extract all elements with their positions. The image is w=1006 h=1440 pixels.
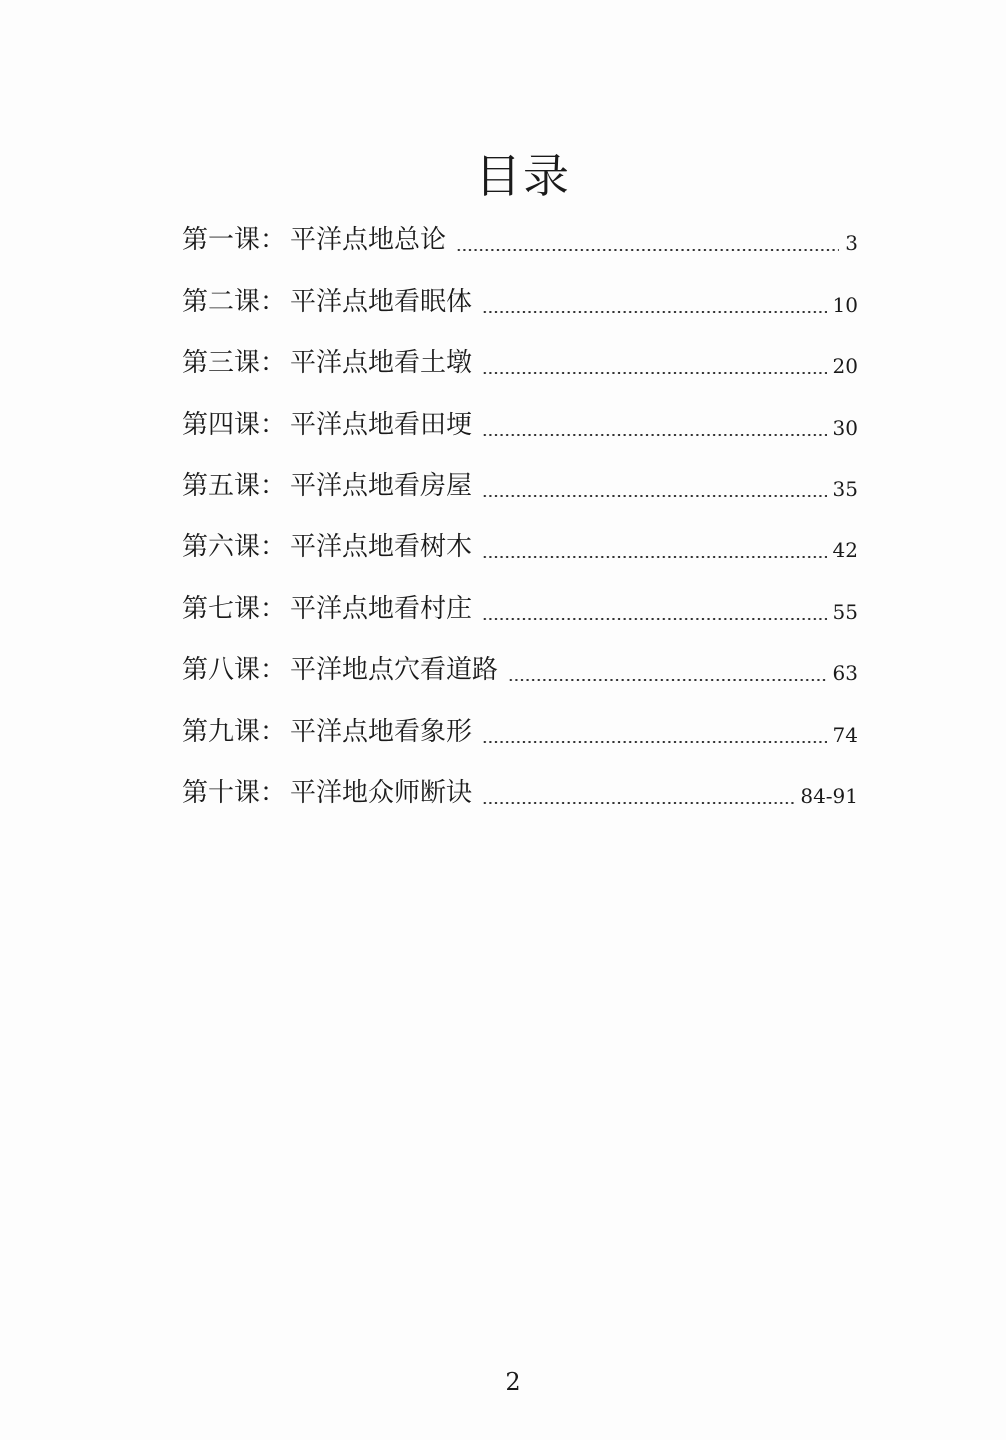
toc-colon: ： xyxy=(260,716,287,747)
toc-entry xyxy=(182,327,858,388)
toc-lesson: 第二课 xyxy=(182,286,261,317)
toc-entry xyxy=(182,450,858,511)
toc-page-number: 42 xyxy=(832,538,858,563)
toc-page-number: 3 xyxy=(845,231,858,256)
toc-lesson: 第三课 xyxy=(182,348,261,379)
toc-entry xyxy=(182,388,858,449)
toc-lesson: 第八课 xyxy=(182,655,261,686)
toc-entry xyxy=(182,572,858,633)
toc-lesson: 第九课 xyxy=(182,716,261,747)
toc-colon: ： xyxy=(260,532,287,563)
dot-leader xyxy=(456,249,839,251)
toc-page-number: 30 xyxy=(832,415,858,440)
toc-colon: ： xyxy=(260,348,287,379)
toc-topic: 平洋点地看象形 xyxy=(290,716,473,747)
toc-entry xyxy=(182,695,858,756)
toc-lesson: 第四课 xyxy=(182,409,261,440)
dot-leader xyxy=(482,556,827,558)
toc-colon: ： xyxy=(260,777,287,808)
toc-page-number: 74 xyxy=(832,722,858,747)
toc-entry xyxy=(182,511,858,572)
toc-page-number: 20 xyxy=(832,354,858,379)
page-number: 2 xyxy=(505,1368,521,1396)
dot-leader xyxy=(482,495,827,497)
toc-colon: ： xyxy=(260,225,287,256)
dot-leader xyxy=(482,741,827,743)
toc-topic: 平洋点地看眠体 xyxy=(290,286,473,317)
dot-leader xyxy=(482,802,794,804)
toc-topic: 平洋点地看房屋 xyxy=(290,470,473,501)
toc-entry xyxy=(182,757,858,818)
toc-topic: 平洋点地看树木 xyxy=(290,532,473,563)
toc-topic: 平洋点地看村庄 xyxy=(290,593,473,624)
toc-topic: 平洋点地看土墩 xyxy=(290,348,473,379)
toc-topic: 平洋点地总论 xyxy=(290,225,447,256)
toc-page-number: 35 xyxy=(832,476,858,501)
toc-lesson: 第一课 xyxy=(182,225,261,256)
dot-leader xyxy=(482,372,827,374)
toc-entry xyxy=(182,265,858,326)
dot-leader xyxy=(508,679,827,681)
toc-lesson: 第五课 xyxy=(182,470,261,501)
table-of-contents xyxy=(182,204,858,818)
toc-page-number: 84-91 xyxy=(800,783,858,808)
toc-topic: 平洋点地看田埂 xyxy=(290,409,473,440)
toc-lesson: 第十课 xyxy=(182,777,261,808)
dot-leader xyxy=(482,618,827,620)
dot-leader xyxy=(482,434,827,436)
toc-topic: 平洋地点穴看道路 xyxy=(290,655,499,686)
toc-colon: ： xyxy=(260,655,287,686)
toc-page-number: 10 xyxy=(832,292,858,317)
toc-lesson: 第七课 xyxy=(182,593,261,624)
toc-colon: ： xyxy=(260,286,287,317)
toc-topic: 平洋地众师断诀 xyxy=(290,777,473,808)
toc-entry xyxy=(182,204,858,265)
toc-colon: ： xyxy=(260,593,287,624)
page-title: 目录 xyxy=(475,149,571,203)
toc-page-number: 63 xyxy=(832,661,858,686)
toc-entry xyxy=(182,634,858,695)
toc-colon: ： xyxy=(260,470,287,501)
toc-colon: ： xyxy=(260,409,287,440)
toc-lesson: 第六课 xyxy=(182,532,261,563)
dot-leader xyxy=(482,311,827,313)
toc-page-number: 55 xyxy=(832,599,858,624)
